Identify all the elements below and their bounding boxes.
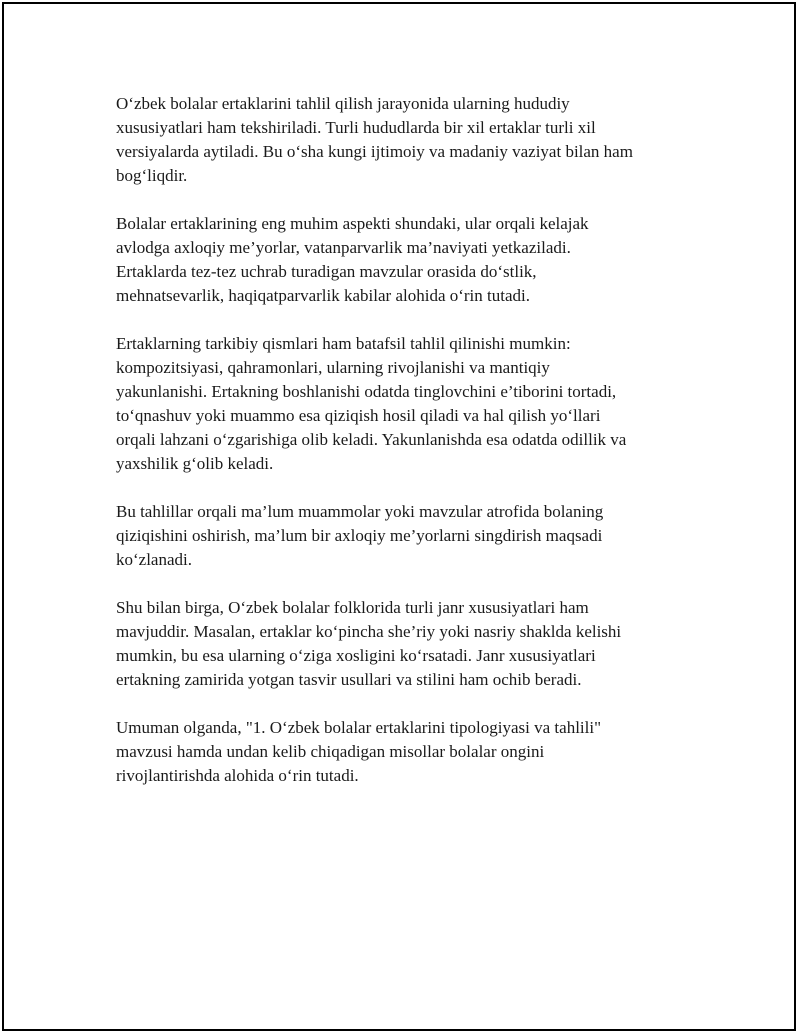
paragraph bbox=[116, 716, 696, 788]
paragraph bbox=[116, 92, 696, 188]
text-line: mehnatsevarlik, haqiqatparvarlik kabilar alohida o‘rin tutadi. bbox=[116, 286, 530, 305]
text-line: mumkin, bu esa ularning o‘ziga xosligini ko‘rsatadi. Janr xususiyatlari bbox=[116, 646, 596, 665]
text-line: yaxshilik g‘olib keladi. bbox=[116, 454, 274, 473]
text-line: yakunlanishi. Ertakning boshlanishi odatda tinglovchini e’tiborini tortadi, bbox=[116, 382, 617, 401]
text-line: bog‘liqdir. bbox=[116, 166, 188, 185]
text-line: avlodga axloqiy me’yorlar, vatanparvarlik ma’naviyati yetkaziladi. bbox=[116, 238, 571, 257]
paragraph bbox=[116, 500, 696, 572]
text-line: Bolalar ertaklarining eng muhim aspekti shundaki, ular orqali kelajak bbox=[116, 214, 589, 233]
text-line: to‘qnashuv yoki muammo esa qiziqish hosil qiladi va hal qilish yo‘llari bbox=[116, 406, 601, 425]
paragraph bbox=[116, 332, 696, 476]
text-line: rivojlantirishda alohida o‘rin tutadi. bbox=[116, 766, 359, 785]
text-line: O‘zbek bolalar ertaklarini tahlil qilish jarayonida ularning hududiy bbox=[116, 94, 570, 113]
text-line: Ertaklarning tarkibiy qismlari ham batafsil tahlil qilinishi mumkin: bbox=[116, 334, 571, 353]
text-line: Ertaklarda tez-tez uchrab turadigan mavzular orasida do‘stlik, bbox=[116, 262, 537, 281]
text-line: ko‘zlanadi. bbox=[116, 550, 192, 569]
text-line: Umuman olganda, "1. O‘zbek bolalar ertaklarini tipologiyasi va tahlili" bbox=[116, 718, 602, 737]
text-line: Shu bilan birga, O‘zbek bolalar folklorida turli janr xususiyatlari ham bbox=[116, 598, 589, 617]
paragraph bbox=[116, 212, 696, 308]
text-line: qiziqishini oshirish, ma’lum bir axloqiy me’yorlarni singdirish maqsadi bbox=[116, 526, 603, 545]
paragraph bbox=[116, 596, 696, 692]
text-line: ertakning zamirida yotgan tasvir usullari va stilini ham ochib beradi. bbox=[116, 670, 582, 689]
text-line: versiyalarda aytiladi. Bu o‘sha kungi ijtimoiy va madaniy vaziyat bilan ham bbox=[116, 142, 633, 161]
text-line: Bu tahlillar orqali ma’lum muammolar yoki mavzular atrofida bolaning bbox=[116, 502, 604, 521]
text-line: mavjuddir. Masalan, ertaklar ko‘pincha she’riy yoki nasriy shaklda kelishi bbox=[116, 622, 622, 641]
text-line: orqali lahzani o‘zgarishiga olib keladi. Yakunlanishda esa odatda odillik va bbox=[116, 430, 627, 449]
text-line: kompozitsiyasi, qahramonlari, ularning rivojlanishi va mantiqiy bbox=[116, 358, 550, 377]
text-line: mavzusi hamda undan kelib chiqadigan misollar bolalar ongini bbox=[116, 742, 545, 761]
text-line: xususiyatlari ham tekshiriladi. Turli hududlarda bir xil ertaklar turli xil bbox=[116, 118, 596, 137]
document-body bbox=[116, 92, 696, 788]
